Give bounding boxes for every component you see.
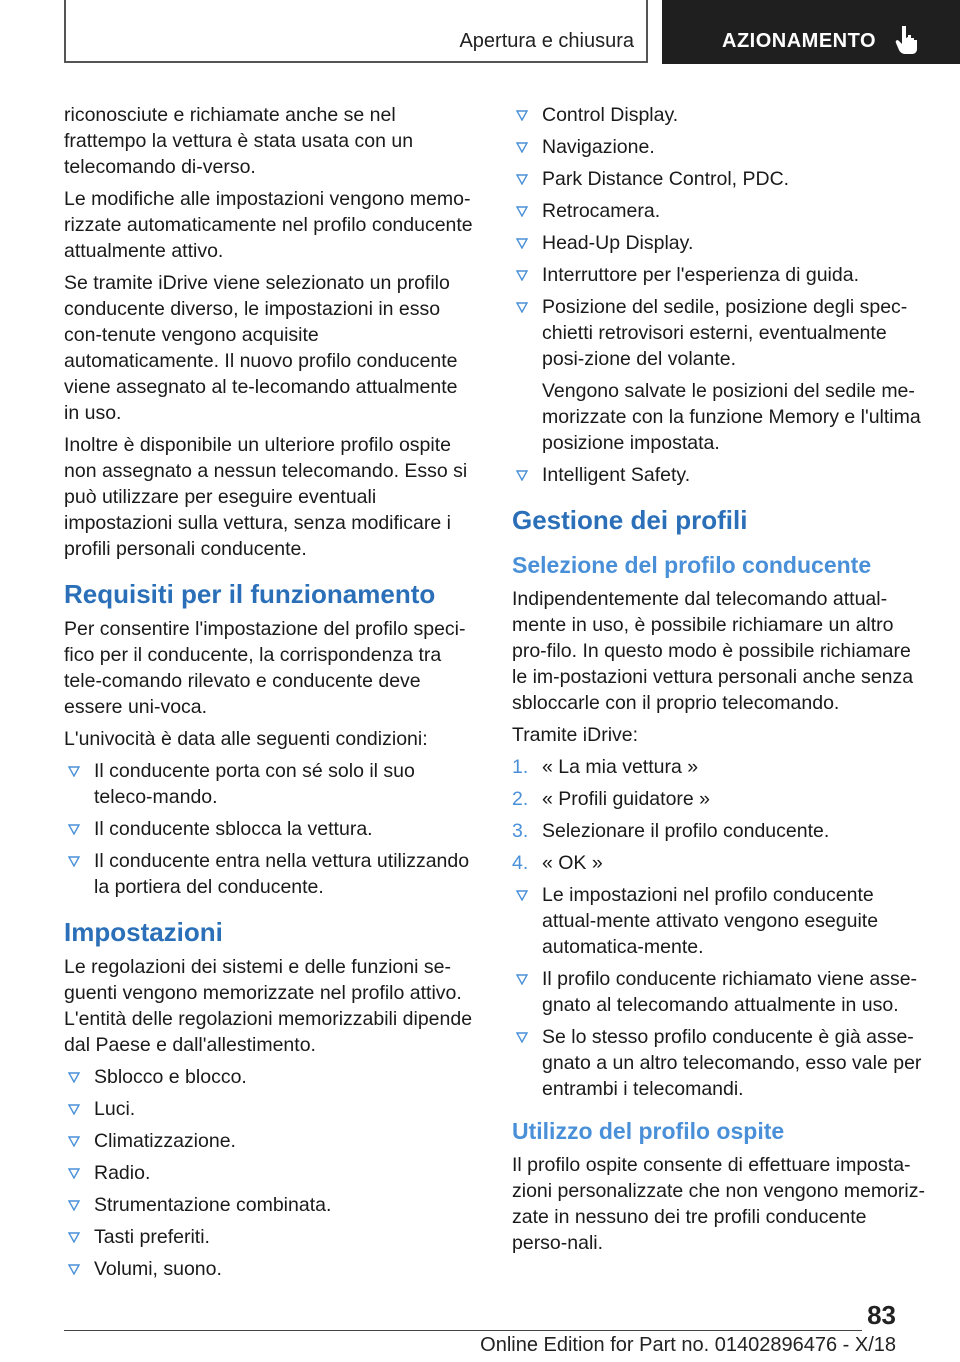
triangle-bullet-icon: [68, 1096, 82, 1122]
paragraph: Indipendentemente dal telecomando attual‐mente in uso, è possibile richiamare un altro pro‐filo. In questo modo è possibile richiamare le im‐postazioni vettura personali anche senza sbloccarle con il proprio telecomando.: [512, 588, 914, 714]
list-item: Sblocco e blocco.: [64, 1064, 478, 1090]
paragraph: Il profilo ospite consente di effettuare imposta‐zioni personalizzate che non vengono memoriz‐zate in nessuno dei tre profili conducente perso‐nali.: [512, 1154, 925, 1254]
paragraph: Inoltre è disponibile un ulteriore profilo ospite non assegnato a nessun telecomando. Esso si può utilizzare per eseguire eventuali impostazioni sulla vettura, senza modificare i profili personali conducente.: [64, 434, 468, 560]
paragraph: Le modifiche alle impostazioni vengono memo‐rizzate automaticamente nel profilo conducente attualmente attivo.: [64, 188, 473, 262]
steps-list: [512, 754, 926, 876]
list-item: Control Display.: [512, 102, 926, 128]
list-item: Il conducente entra nella vettura utilizzando la portiera del conducente.: [64, 848, 478, 900]
list-item: Se lo stesso profilo conducente è già asse‐gnato a un altro telecomando, esso vale per entrambi i telecomandi.: [512, 1024, 926, 1102]
triangle-bullet-icon: [68, 1160, 82, 1186]
list-item: Le impostazioni nel profilo conducente attual‐mente attivato vengono eseguite automatica‐mente.: [512, 882, 926, 960]
heading-ospite: Utilizzo del profilo ospite: [512, 1118, 785, 1144]
triangle-bullet-icon: [516, 262, 530, 288]
heading-impostazioni: Impostazioni: [64, 917, 223, 947]
triangle-bullet-icon: [516, 166, 530, 192]
triangle-bullet-icon: [68, 1256, 82, 1282]
list-item: Head-Up Display.: [512, 230, 926, 256]
chapter-title: AZIONAMENTO: [722, 30, 877, 52]
list-item: Il profilo conducente richiamato viene asse‐gnato al telecomando attualmente in uso.: [512, 966, 926, 1018]
triangle-bullet-icon: [516, 882, 530, 908]
right-column: [512, 102, 926, 1262]
list-item: Posizione del sedile, posizione degli spec‐chietti retrovisori esterni, eventualmente posi‐zione del volante. Vengono salvate le posizioni del sedile me‐morizzate con la funzione Memory e l'ultima posizione impostata.: [512, 294, 926, 456]
step-item: 3. Selezionare il profilo conducente.: [512, 820, 830, 842]
triangle-bullet-icon: [516, 134, 530, 160]
list-item: Tasti preferiti.: [64, 1224, 478, 1250]
list-item: Volumi, suono.: [64, 1256, 478, 1282]
settings-list: [64, 1064, 478, 1282]
list-item-note: Vengono salvate le posizioni del sedile me‐morizzate con la funzione Memory e l'ultima posizione impostata.: [542, 380, 921, 454]
step-number: 1.: [512, 756, 529, 778]
list-item: Interruttore per l'esperienza di guida.: [512, 262, 926, 288]
chapter-tab: [662, 0, 960, 64]
left-column: [64, 102, 478, 1288]
triangle-bullet-icon: [68, 848, 82, 874]
triangle-bullet-icon: [68, 1064, 82, 1090]
list-item: Strumentazione combinata.: [64, 1192, 478, 1218]
conditions-list: [64, 758, 478, 900]
pointing-hand-icon: [894, 24, 920, 54]
step-number: 2.: [512, 788, 529, 810]
step-item: 2. « Profili guidatore »: [512, 788, 711, 810]
paragraph: L'univocità è data alle seguenti condizioni:: [64, 728, 428, 750]
triangle-bullet-icon: [516, 1024, 530, 1050]
settings-list-continued: [512, 102, 926, 488]
step-item: 4. « OK »: [512, 852, 603, 874]
footer-divider: [64, 1330, 862, 1331]
heading-gestione: Gestione dei profili: [512, 505, 748, 535]
paragraph: Le regolazioni dei sistemi e delle funzioni se‐guenti vengono memorizzate nel profilo attivo. L'entità delle regolazioni memorizzabili dipende dal Paese e dall'allestimento.: [64, 956, 473, 1056]
triangle-bullet-icon: [516, 462, 530, 488]
step-number: 3.: [512, 820, 529, 842]
page-number: 83: [867, 1300, 896, 1330]
triangle-bullet-icon: [516, 230, 530, 256]
list-item: Il conducente porta con sé solo il suo teleco‐mando.: [64, 758, 478, 810]
list-item: Climatizzazione.: [64, 1128, 478, 1154]
triangle-bullet-icon: [68, 816, 82, 842]
list-item: Retrocamera.: [512, 198, 926, 224]
triangle-bullet-icon: [68, 1224, 82, 1250]
triangle-bullet-icon: [68, 1192, 82, 1218]
step-item: 1. « La mia vettura »: [512, 756, 699, 778]
step-number: 4.: [512, 852, 529, 874]
footer-edition: Online Edition for Part no. 01402896476 - X/18: [480, 1334, 896, 1356]
heading-selezione: Selezione del profilo conducente: [512, 552, 872, 578]
section-title: Apertura e chiusura: [459, 30, 634, 52]
header-frame: [64, 0, 648, 63]
triangle-bullet-icon: [516, 102, 530, 128]
triangle-bullet-icon: [516, 294, 530, 320]
list-item: Park Distance Control, PDC.: [512, 166, 926, 192]
triangle-bullet-icon: [516, 966, 530, 992]
results-list: [512, 882, 926, 1102]
list-item: Radio.: [64, 1160, 478, 1186]
list-item: Luci.: [64, 1096, 478, 1122]
paragraph: Se tramite iDrive viene selezionato un profilo conducente diverso, le impostazioni in esso con‐tenute vengono acquisite automaticamente. Il nuovo profilo conducente viene assegnato al te‐lecomando attualmente in uso.: [64, 272, 458, 424]
list-item: Intelligent Safety.: [512, 462, 926, 488]
triangle-bullet-icon: [68, 758, 82, 784]
paragraph: Per consentire l'impostazione del profilo speci‐fico per il conducente, la corrispondenza tra tele‐comando rilevato e conducente deve essere uni‐voca.: [64, 618, 466, 718]
paragraph: riconosciute e richiamate anche se nel frattempo la vettura è stata usata con un telecomando di‐verso.: [64, 104, 414, 178]
triangle-bullet-icon: [68, 1128, 82, 1154]
heading-requisiti: Requisiti per il funzionamento: [64, 579, 436, 609]
triangle-bullet-icon: [516, 198, 530, 224]
list-item: Il conducente sblocca la vettura.: [64, 816, 478, 842]
list-item: Navigazione.: [512, 134, 926, 160]
paragraph: Tramite iDrive:: [512, 724, 639, 746]
